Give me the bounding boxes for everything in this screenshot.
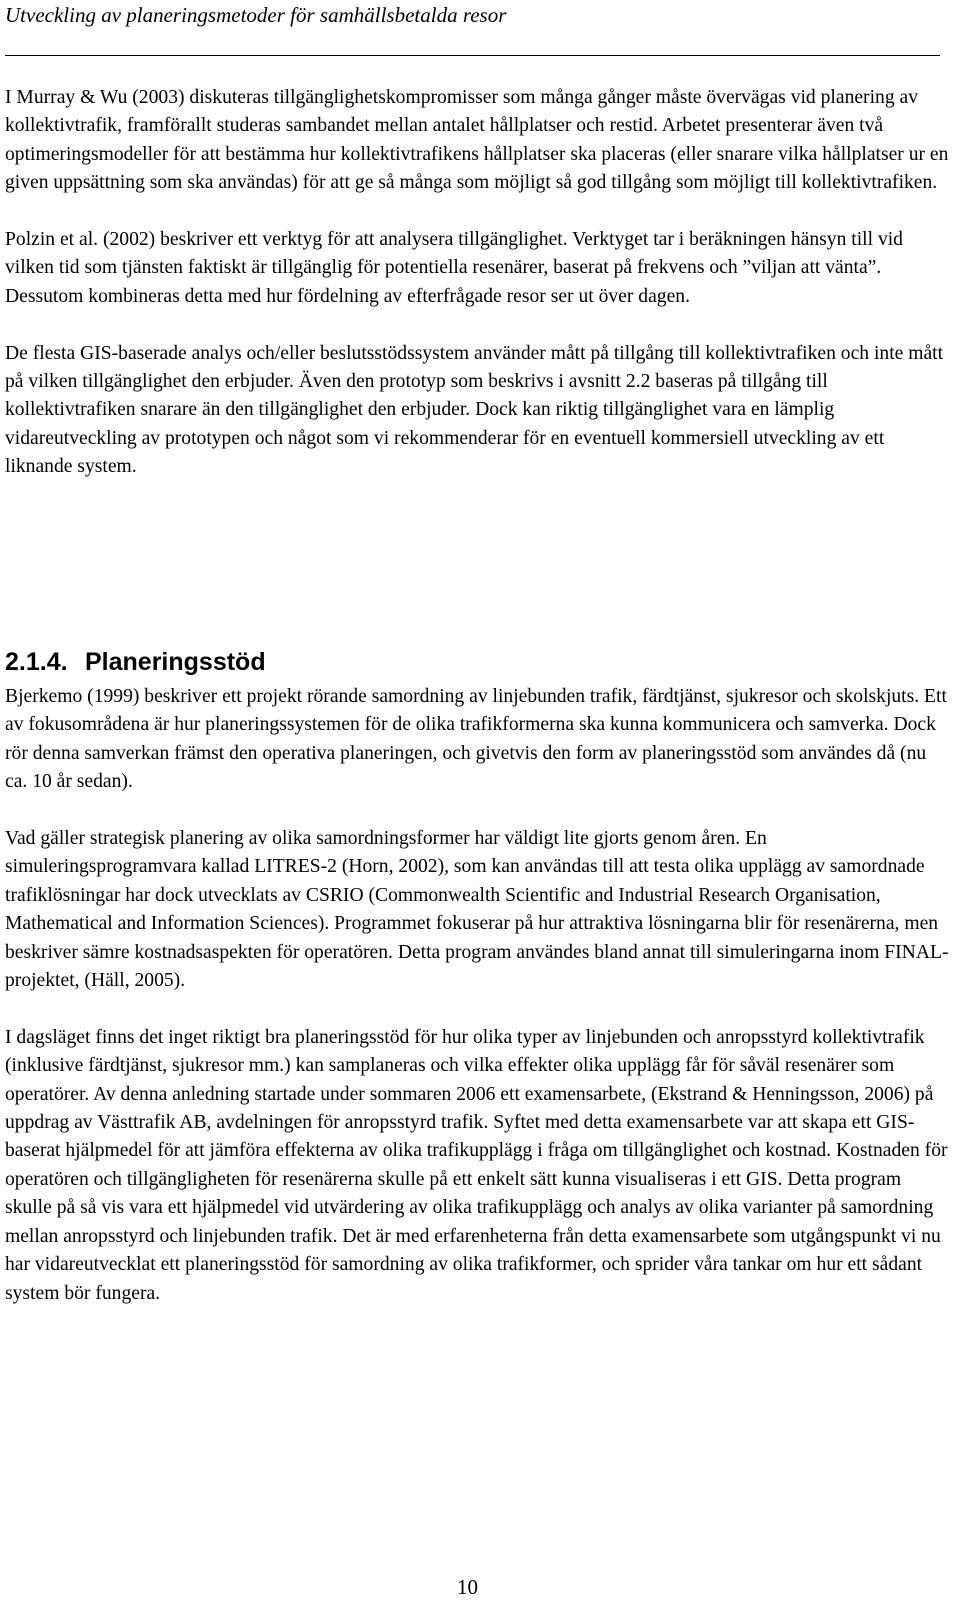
paragraph-strategic-planning: Vad gäller strategisk planering av olika samordningsformer har väldigt lite gjorts genom åren. En simuleringsprogramvara kallad LITRES-2 (Horn, 2002), som kan användas till att testa olika upplägg av samordnade trafiklösningar har dock utvecklats av CSRIO (Commonwealth Scientific and Industrial Research Organisation, Mathematical and Information Sciences). Programmet fokuserar på hur attraktiva lösningarna blir för resenärerna, men beskriver sämre kostnadsaspekten för operatören. Detta program användes bland annat till simuleringarna inom FINAL-projektet, (Häll, 2005). xyxy=(5,828,949,992)
page-number: 10 xyxy=(457,1575,478,1599)
header-divider xyxy=(5,55,940,56)
body-text-section xyxy=(5,683,950,1308)
running-header: Utveckling av planeringsmetoder för samhällsbetalda resor xyxy=(5,3,507,27)
paragraph-bjerkemo: Bjerkemo (1999) beskriver ett projekt rörande samordning av linjebunden trafik, färdtjänst, sjukresor och skolskjuts. Ett av fokusområdena är hur planeringssystemen för de olika trafikformerna ska kunna kommunicera och samverka. Dock rör denna samverkan främst den operativa planeringen, och givetvis den form av planeringsstöd som användes då (nu ca. 10 år sedan). xyxy=(5,686,947,793)
paragraph-murray-wu: I Murray & Wu (2003) diskuteras tillgänglighetskompromisser som många gånger måste övervägas vid planering av kollektivtrafik, framförallt studeras sambandet mellan antalet hållplatser och restid. Arbetet presenterar även två optimeringsmodeller för att bestämma hur kollektivtrafikens hållplatser ska placeras (eller snarare vilka hållplatser ur en given uppsättning som ska användas) för att ge så många som möjligt så god tillgång som möjligt till kollektivtrafiken. xyxy=(5,87,949,194)
body-text-top xyxy=(5,84,950,482)
section-title: Planeringsstöd xyxy=(85,648,266,676)
paragraph-current-situation: I dagsläget finns det inget riktigt bra planeringsstöd för hur olika typer av linjebunden och anropsstyrd kollektivtrafik (inklusive färdtjänst, sjukresor mm.) kan samplaneras och vilka effekter olika upplägg får för såväl resenärer som operatörer. Av denna anledning startade under sommaren 2006 ett examensarbete, (Ekstrand & Henningsson, 2006) på uppdrag av Västtrafik AB, avdelningen för anropsstyrd trafik. Syftet med detta examensarbete var att skapa ett GIS-baserat hjälpmedel för att jämföra effekterna av olika trafikupplägg i fråga om tillgänglighet och kostnad. Kostnaden för operatören och tillgängligheten för resenärerna skulle på ett enkelt sätt kunna visualiseras i ett GIS. Detta program skulle på så vis vara ett hjälpmedel vid utvärdering av olika trafikupplägg och analys av olika varianter på samordning mellan anropsstyrd och linjebunden trafik. Det är med erfarenheterna från detta examensarbete som utgångspunkt vi nu har vidareutvecklat ett planeringsstöd för samordning av olika trafikformer, och sprider våra tankar om hur ett sådant system bör fungera. xyxy=(5,1026,948,1304)
paragraph-polzin: Polzin et al. (2002) beskriver ett verktyg för att analysera tillgänglighet. Verktyget tar i beräkningen hänsyn till vid vilken tid som tjänsten faktiskt är tillgänglig för potentiella resenärer, baserat på frekvens och ”viljan att vänta”. Dessutom kombineras detta med hur fördelning av efterfrågade resor ser ut över dagen. xyxy=(5,229,903,307)
section-heading xyxy=(5,646,266,678)
paragraph-gis-analysis: De flesta GIS-baserade analys och/eller beslutsstödssystem använder mått på tillgång till kollektivtrafiken och inte mått på vilken tillgänglighet den erbjuder. Även den prototyp som beskrivs i avsnitt 2.2 baseras på tillgång till kollektivtrafiken snarare än den tillgänglighet den erbjuder. Dock kan riktig tillgänglighet vara en lämplig vidareutveckling av prototypen och något som vi rekommenderar för en eventuell kommersiell utveckling av ett liknande system. xyxy=(5,342,944,478)
section-number: 2.1.4. xyxy=(5,648,68,676)
